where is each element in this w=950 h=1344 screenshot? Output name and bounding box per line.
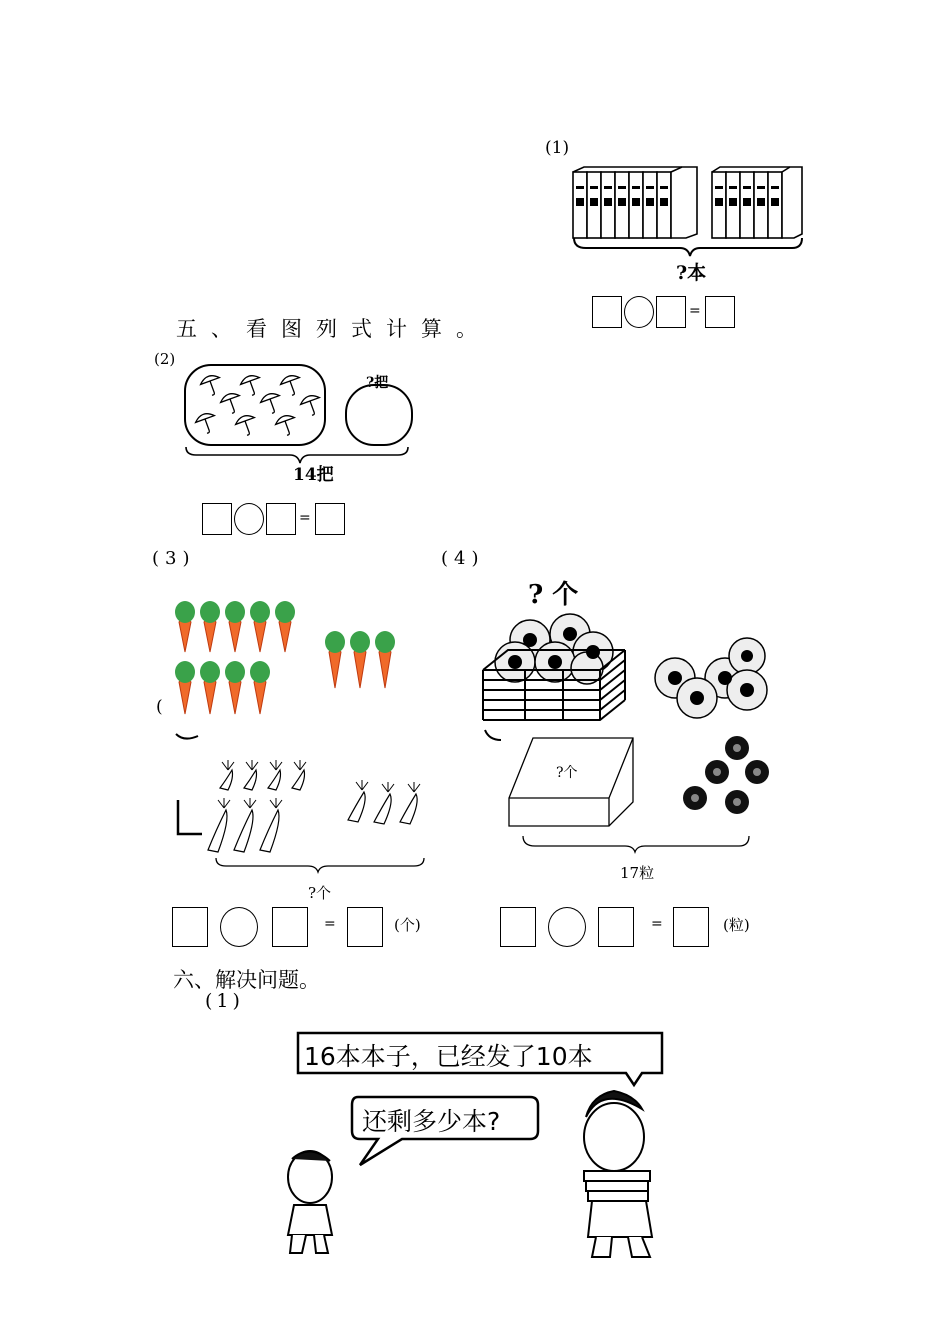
problem-4-label: (4) <box>441 548 485 569</box>
problem-4-total: 17粒 <box>620 864 655 882</box>
p4-answer-box-1[interactable] <box>500 907 536 947</box>
soccer-balls-illustration[interactable] <box>475 610 775 740</box>
problem-1-label: (1) <box>545 138 570 158</box>
p2-operator-circle[interactable] <box>234 503 264 535</box>
stray-paren-3: ( <box>156 697 163 717</box>
carrots-illustration[interactable] <box>165 592 425 732</box>
p3-operator-circle[interactable] <box>220 907 258 947</box>
problem-4-box-text: ?个 <box>556 765 578 781</box>
p1-answer-box-2[interactable] <box>656 296 686 328</box>
boy-speech-text: 还剩多少本? <box>362 1107 501 1136</box>
p1-result-box[interactable] <box>705 296 735 328</box>
p4-result-box[interactable] <box>673 907 709 947</box>
p2-result-box[interactable] <box>315 503 345 535</box>
p2-answer-box-2[interactable] <box>266 503 296 535</box>
problem-3-label: (3) <box>152 548 196 569</box>
p1-equals-sign: = <box>689 303 701 319</box>
p4-unit: (粒) <box>723 916 750 934</box>
section-5-heading: 五、看图列式计算。 <box>176 317 491 341</box>
beads-illustration <box>495 730 775 880</box>
p3-unit: (个) <box>394 916 421 934</box>
radishes-illustration <box>168 730 458 870</box>
p2-equals-sign: = <box>299 510 311 526</box>
problem-2-label: (2) <box>154 350 176 368</box>
problem-2-total: 14把 <box>293 465 334 485</box>
section-6-heading: 六、解决问题。 <box>173 968 320 992</box>
p3-answer-box-2[interactable] <box>272 907 308 947</box>
p3-result-box[interactable] <box>347 907 383 947</box>
p2-answer-box-1[interactable] <box>202 503 232 535</box>
p1-operator-circle[interactable] <box>624 296 654 328</box>
p4-operator-circle[interactable] <box>548 907 586 947</box>
p1-answer-box-1[interactable] <box>592 296 622 328</box>
p4-answer-box-2[interactable] <box>598 907 634 947</box>
p4-equals-sign: = <box>651 916 663 932</box>
problem-3-caption: ?个 <box>308 884 332 902</box>
p3-answer-box-1[interactable] <box>172 907 208 947</box>
section-6-problem-1-label: (1) <box>205 990 244 1012</box>
teacher-speech-text: 16本本子，已经发了10本 <box>304 1042 593 1071</box>
p3-equals-sign: = <box>324 916 336 932</box>
books-illustration <box>570 164 810 249</box>
problem-2-unknown: ?把 <box>366 375 389 391</box>
problem-4-top-caption: ? 个 <box>528 580 579 610</box>
problem-1-caption: ?本 <box>676 262 707 284</box>
